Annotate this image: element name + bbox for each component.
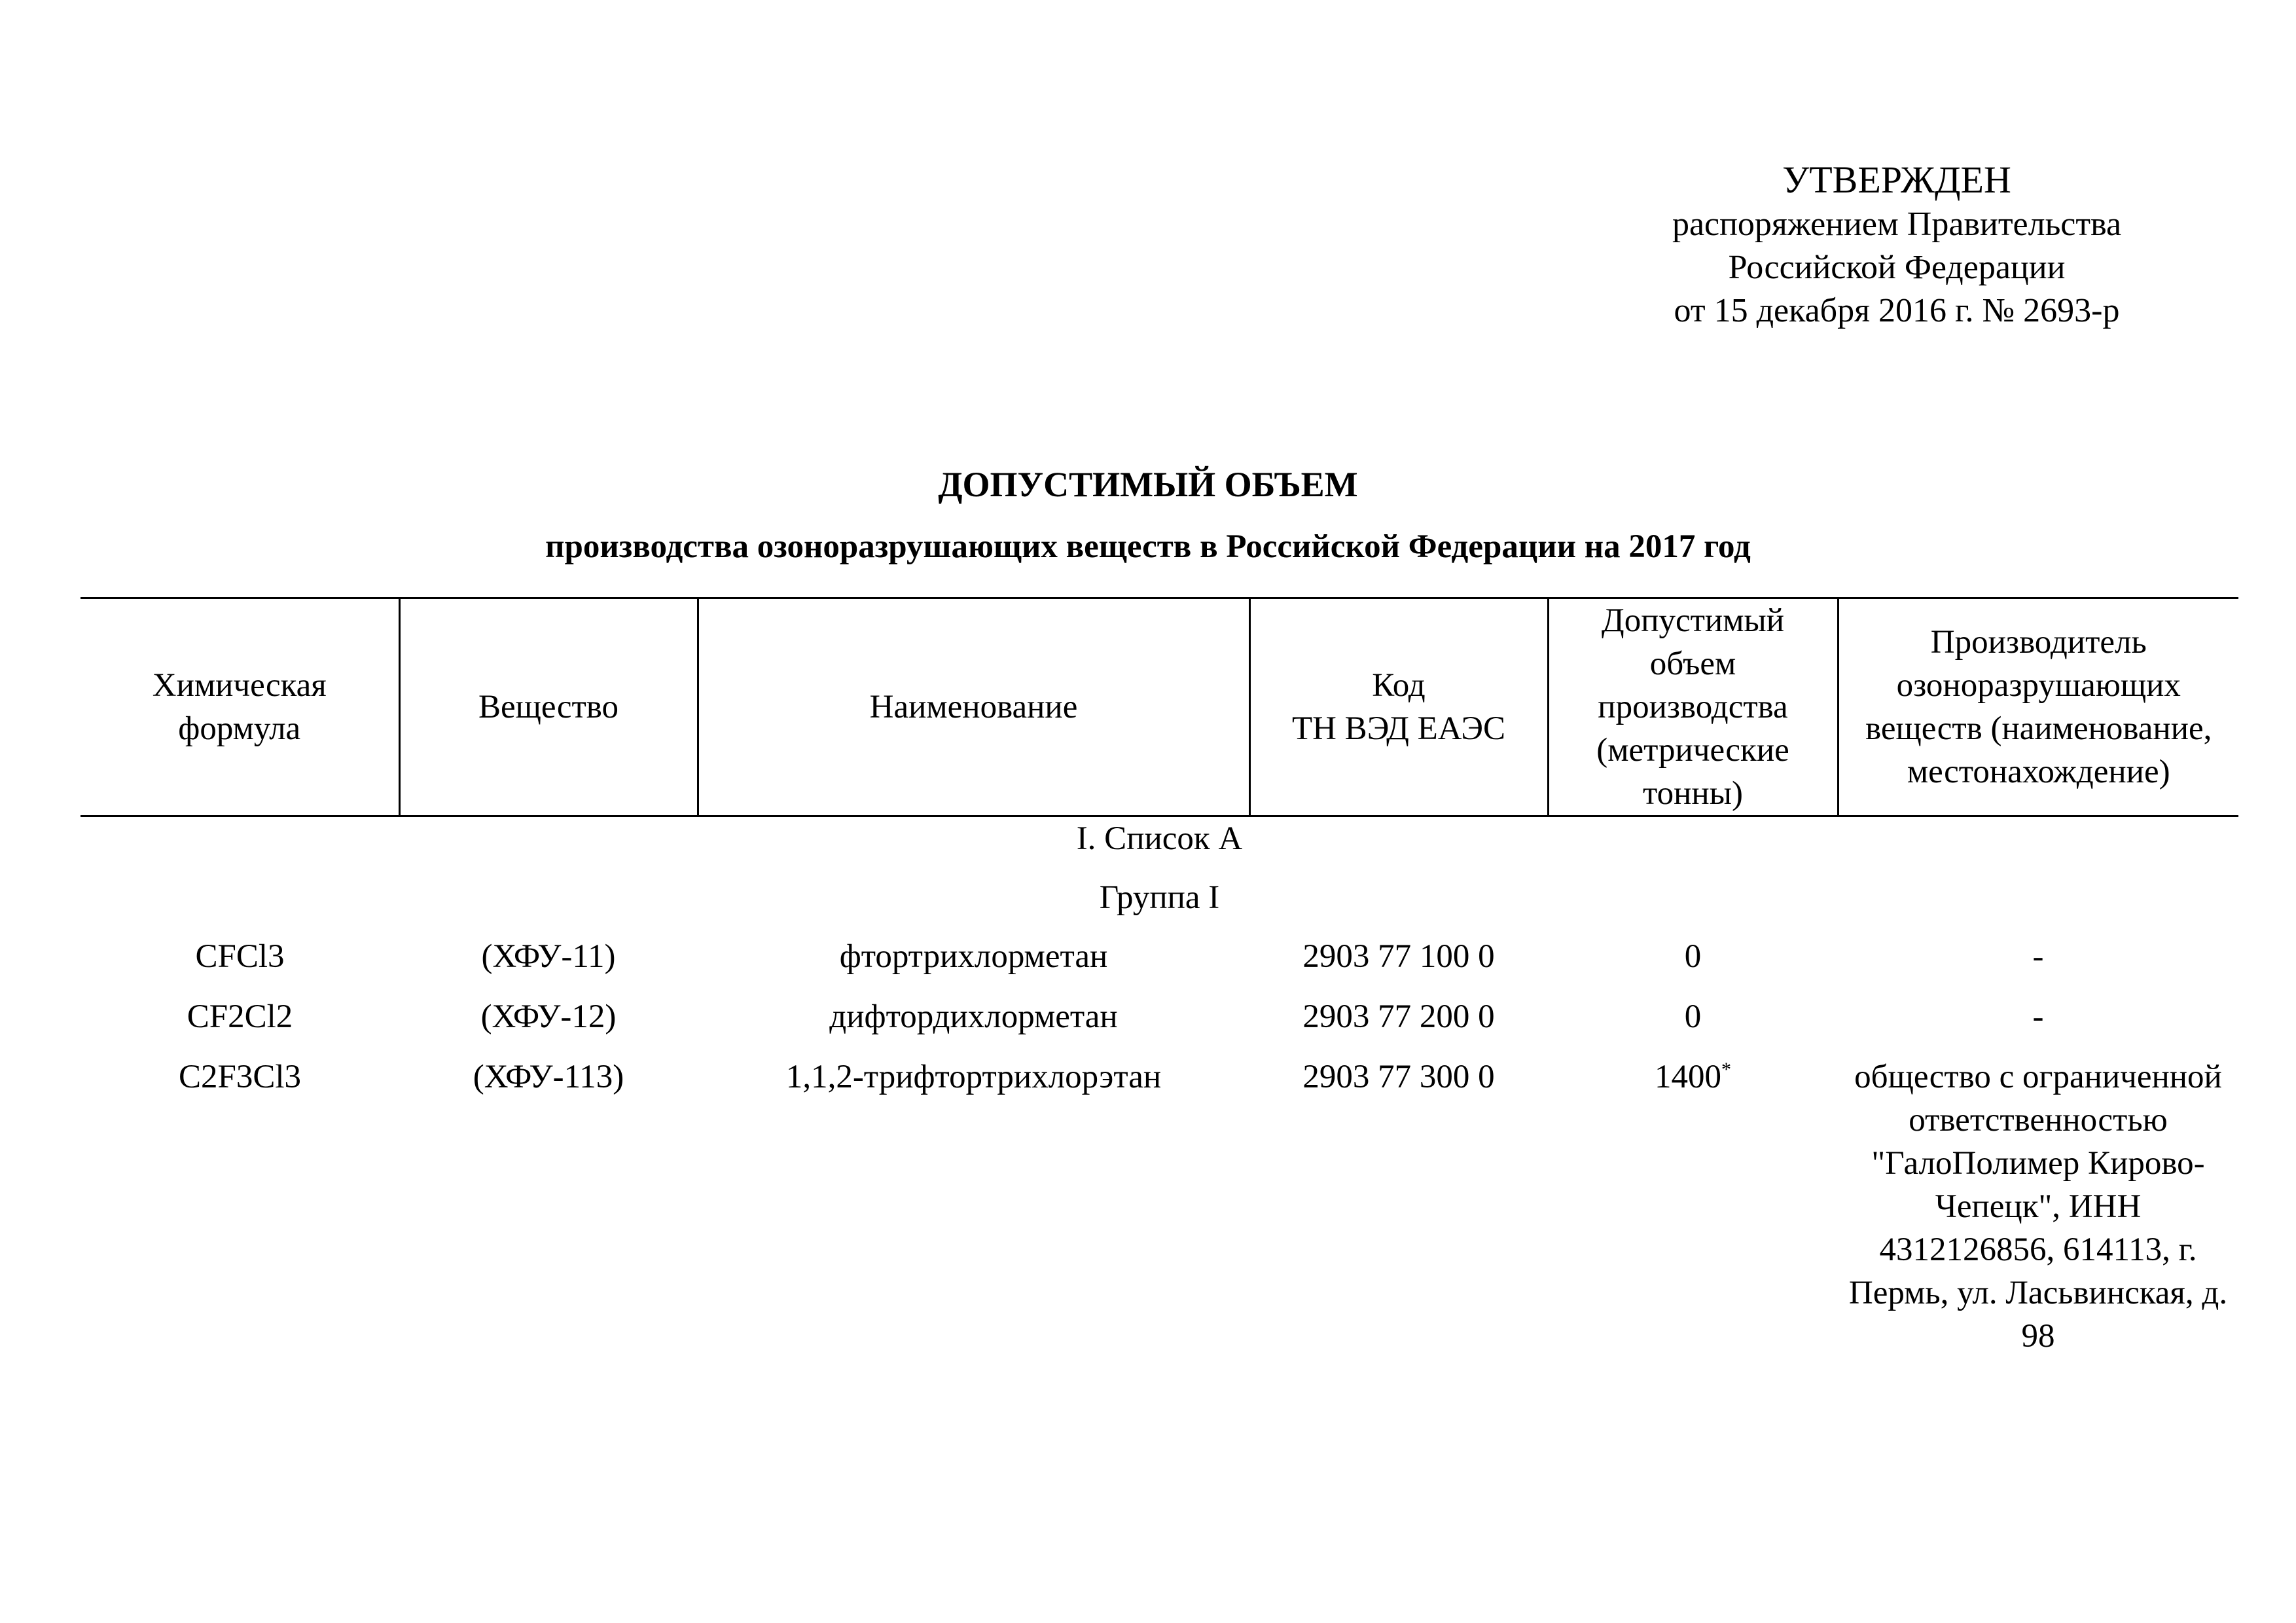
cell-code: 2903 77 200 0	[1302, 998, 1495, 1035]
cell-code: 2903 77 100 0	[1302, 938, 1495, 975]
table-row	[81, 995, 2238, 1055]
cell-substance: (ХФУ-113)	[473, 1059, 624, 1095]
cell-volume	[1548, 935, 1838, 995]
cell-producer: -	[2032, 998, 2044, 1035]
approval-line-1: распоряжением Правительства	[1672, 206, 2122, 243]
cell-volume	[1548, 995, 1838, 1055]
group-title: Группа I	[1099, 879, 1220, 916]
approval-line-2: Российской Федерации	[1728, 249, 2066, 286]
volume-value: 0	[1684, 998, 1702, 1035]
cell-formula: C2F3Cl3	[178, 1059, 302, 1095]
table-row	[81, 935, 2238, 995]
cell-name: дифтордихлорметан	[829, 998, 1118, 1035]
approval-block	[1570, 157, 2224, 333]
cell-producer: общество с ограниченной ответственностью "ГалоПолимер Кирово-Чепецк", ИНН 4312126856, 614113, г. Пермь, ул. Ласьвинская, д. 98	[1848, 1059, 2228, 1355]
cell-formula: CF2Cl2	[187, 998, 293, 1035]
header-formula: Химическая формула	[81, 598, 399, 816]
header-code-line-1: Код	[1372, 667, 1426, 704]
group-row	[81, 876, 2238, 935]
header-name: Наименование	[698, 598, 1249, 816]
ods-production-table	[81, 597, 2238, 1358]
header-code-line-2: ТН ВЭД ЕАЭС	[1291, 710, 1506, 747]
cell-volume	[1548, 1055, 1838, 1358]
table-row	[81, 1055, 2238, 1358]
approval-heading: УТВЕРЖДЕН	[1782, 158, 2011, 201]
cell-producer: -	[2032, 938, 2044, 975]
cell-substance: (ХФУ-11)	[481, 938, 616, 975]
cell-name: фтортрихлорметан	[839, 938, 1108, 975]
approval-line-3: от 15 декабря 2016 г. № 2693-р	[1674, 292, 2120, 329]
cell-name: 1,1,2-трифтортрихлорэтан	[785, 1059, 1162, 1095]
document-subtitle: производства озоноразрушающих веществ в Российской Федерации на 2017 год	[545, 528, 1751, 565]
cell-substance: (ХФУ-12)	[480, 998, 617, 1035]
section-title: I. Список А	[1076, 820, 1243, 857]
volume-value: 1400	[1655, 1059, 1721, 1095]
header-code	[1249, 598, 1548, 816]
cell-code: 2903 77 300 0	[1302, 1059, 1495, 1095]
header-producer: Производитель озоноразрушающих веществ (наименование, местонахождение)	[1838, 598, 2238, 816]
header-substance: Вещество	[399, 598, 698, 816]
header-volume: Допустимый объем производства (метрические тонны)	[1548, 598, 1838, 816]
section-row	[81, 816, 2238, 877]
volume-value: 0	[1684, 938, 1702, 975]
volume-footnote-mark: *	[1721, 1059, 1731, 1080]
cell-formula: CFCl3	[195, 938, 285, 975]
table-header-row	[81, 598, 2238, 816]
document-title: ДОПУСТИМЫЙ ОБЪЕМ	[938, 465, 1358, 504]
